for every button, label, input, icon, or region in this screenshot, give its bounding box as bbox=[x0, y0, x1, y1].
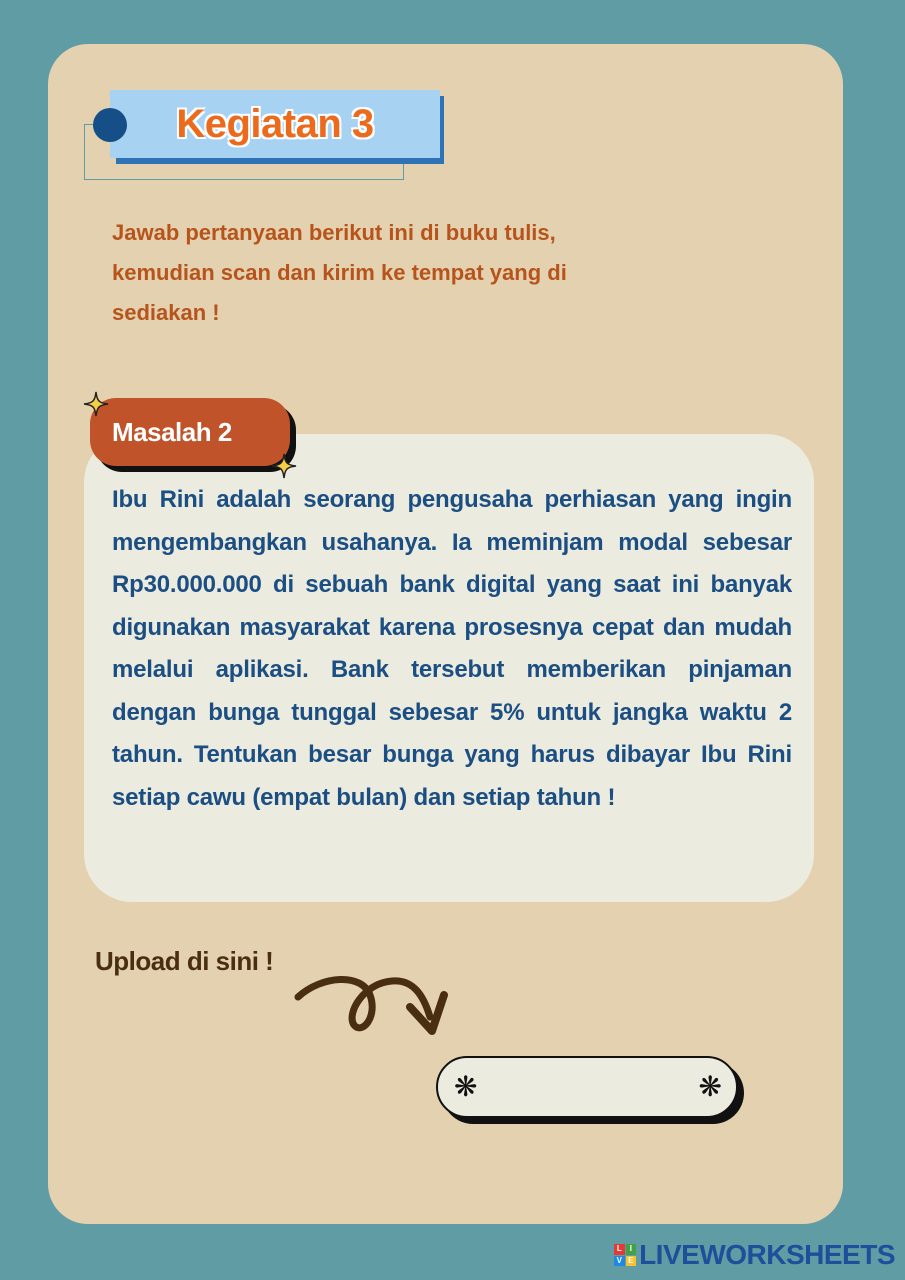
sparkle-icon bbox=[271, 453, 297, 479]
upload-label: Upload di sini ! bbox=[95, 946, 274, 976]
brand-logo-icon bbox=[614, 1244, 636, 1266]
curly-arrow-icon bbox=[292, 955, 452, 1040]
title-box bbox=[110, 90, 440, 158]
upload-field[interactable] bbox=[436, 1056, 738, 1118]
page-title: Kegiatan 3 bbox=[176, 101, 374, 146]
brand-logo-letter: E bbox=[626, 1256, 637, 1267]
brand-name: LIVEWORKSHEETS bbox=[639, 1239, 895, 1270]
asterisk-icon: ❋ bbox=[454, 1071, 478, 1102]
brand-logo-letter: L bbox=[614, 1244, 625, 1255]
liveworksheets-brand bbox=[614, 1239, 895, 1271]
problem-tag bbox=[90, 398, 290, 466]
asterisk-icon: ❋ bbox=[698, 1071, 722, 1102]
brand-logo-letter: V bbox=[614, 1256, 625, 1267]
sparkle-icon bbox=[83, 391, 109, 417]
instruction-text: Jawab pertanyaan berikut ini di buku tulis, kemudian scan dan kirim ke tempat yang di sediakan ! bbox=[112, 220, 567, 325]
title-dot bbox=[93, 108, 127, 142]
brand-logo-letter: I bbox=[626, 1244, 637, 1255]
problem-tag-label: Masalah 2 bbox=[112, 416, 232, 447]
problem-text: Ibu Rini adalah seorang pengusaha perhiasan yang ingin mengembangkan usahanya. Ia meminjam modal sebesar Rp30.000.000 di sebuah bank digital yang saat ini banyak digunakan masyarakat karena prosesnya cepat dan mudah melalui aplikasi. Bank tersebut memberikan pinjaman dengan bunga tunggal sebesar 5% untuk jangka waktu 2 tahun. Tentukan besar bunga yang harus dibayar Ibu Rini setiap cawu (empat bulan) dan setiap tahun ! bbox=[112, 486, 792, 811]
